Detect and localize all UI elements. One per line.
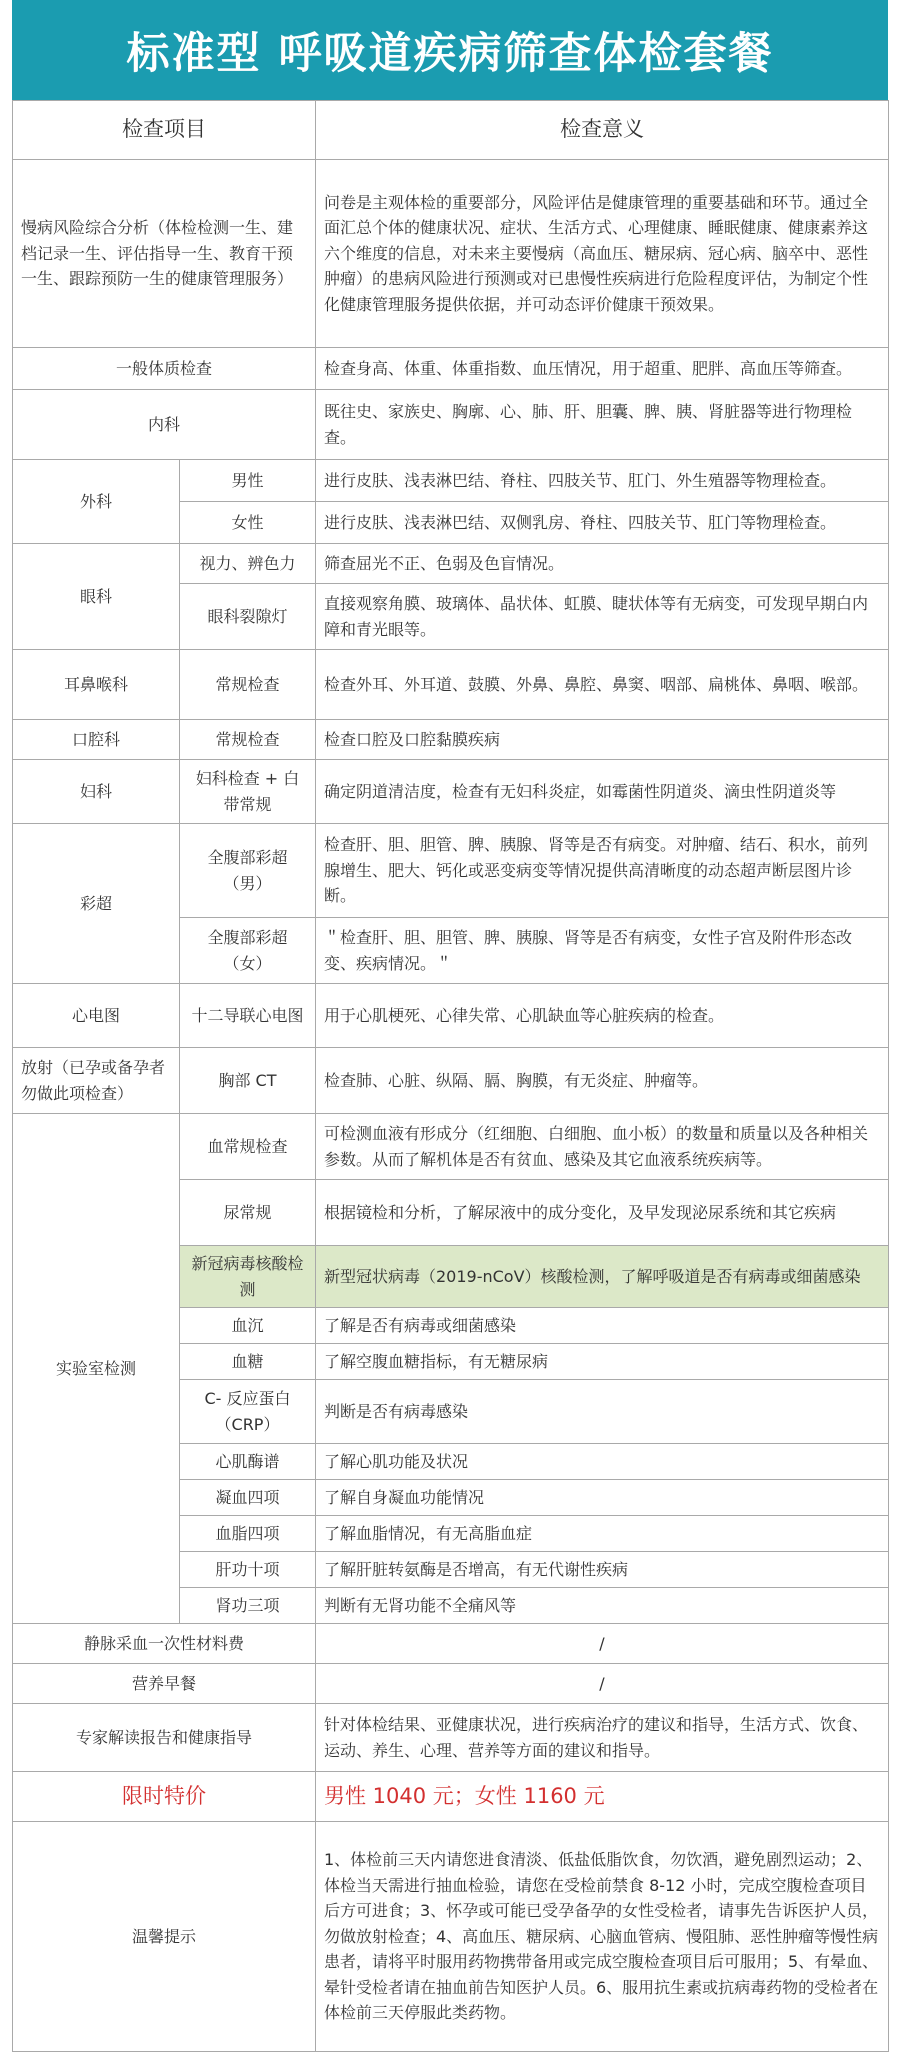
subitem-cell: 肝功十项: [180, 1552, 316, 1588]
table-row: [13, 1114, 889, 1180]
subitem-cell: 常规检查: [180, 720, 316, 760]
category-cell: 眼科: [13, 544, 180, 650]
table-row: [13, 720, 889, 760]
desc-cell: 了解肝脏转氨酶是否增高，有无代谢性疾病: [316, 1552, 889, 1588]
desc-cell: 直接观察角膜、玻璃体、晶状体、虹膜、睫状体等有无病变，可发现早期白内障和青光眼等。: [316, 584, 889, 650]
subitem-cell: 尿常规: [180, 1180, 316, 1246]
desc-cell: ＂检查肝、胆、胆管、脾、胰腺、肾等是否有病变，女性子宫及附件形态改变、疾病情况。＂: [316, 918, 889, 984]
table-row: [13, 650, 889, 720]
subitem-cell: 凝血四项: [180, 1480, 316, 1516]
desc-cell: 既往史、家族史、胸廓、心、肺、肝、胆囊、脾、胰、肾脏器等进行物理检查。: [316, 390, 889, 460]
tips-label: 温馨提示: [13, 1822, 316, 2052]
desc-cell: 检查肝、胆、胆管、脾、胰腺、肾等是否有病变。对肿瘤、结石、积水，前列腺增生、肥大、钙化或恶变病变等情况提供高清晰度的动态超声断层图片诊断。: [316, 824, 889, 918]
category-cell: 彩超: [13, 824, 180, 984]
subitem-cell: 胸部 CT: [180, 1048, 316, 1114]
desc-cell: 了解是否有病毒或细菌感染: [316, 1308, 889, 1344]
desc-cell: 了解自身凝血功能情况: [316, 1480, 889, 1516]
table-row: [13, 824, 889, 918]
category-cell: 口腔科: [13, 720, 180, 760]
subitem-cell: 全腹部彩超（女）: [180, 918, 316, 984]
subitem-cell: 肾功三项: [180, 1588, 316, 1624]
item-cell: 静脉采血一次性材料费: [13, 1624, 316, 1664]
subitem-cell: 妇科检查 + 白带常规: [180, 760, 316, 824]
subitem-cell: 血常规检查: [180, 1114, 316, 1180]
table-row: [13, 390, 889, 460]
subitem-cell: C- 反应蛋白（CRP）: [180, 1380, 316, 1444]
subitem-cell: 十二导联心电图: [180, 984, 316, 1048]
desc-cell: 检查口腔及口腔黏膜疾病: [316, 720, 889, 760]
subitem-cell: 视力、辨色力: [180, 544, 316, 584]
desc-cell: 针对体检结果、亚健康状况，进行疾病治疗的建议和指导，生活方式、饮食、运动、养生、心理、营养等方面的建议和指导。: [316, 1704, 889, 1772]
desc-cell: 判断有无肾功能不全痛风等: [316, 1588, 889, 1624]
desc-cell: 检查肺、心脏、纵隔、膈、胸膜，有无炎症、肿瘤等。: [316, 1048, 889, 1114]
subitem-cell: 血沉: [180, 1308, 316, 1344]
table-header-row: [13, 101, 889, 160]
table-row: [13, 1048, 889, 1114]
table-row: [13, 1624, 889, 1664]
desc-cell: 了解空腹血糖指标，有无糖尿病: [316, 1344, 889, 1380]
price-row: [13, 1772, 889, 1822]
table-row: [13, 460, 889, 502]
desc-cell: 了解心肌功能及状况: [316, 1444, 889, 1480]
category-cell: 心电图: [13, 984, 180, 1048]
item-cell: 慢病风险综合分析（体检检测一生、建档记录一生、评估指导一生、教育干预一生、跟踪预防一生的健康管理服务）: [13, 160, 316, 348]
item-cell: 专家解读报告和健康指导: [13, 1704, 316, 1772]
checkup-table: [12, 100, 889, 2052]
desc-cell: /: [316, 1624, 889, 1664]
desc-cell: 可检测血液有形成分（红细胞、白细胞、血小板）的数量和质量以及各种相关参数。从而了解机体是否有贫血、感染及其它血液系统疾病等。: [316, 1114, 889, 1180]
price-label: 限时特价: [13, 1772, 316, 1822]
desc-cell: 进行皮肤、浅表淋巴结、双侧乳房、脊柱、四肢关节、肛门等物理检查。: [316, 502, 889, 544]
subitem-cell: 血脂四项: [180, 1516, 316, 1552]
table-row: [13, 348, 889, 390]
desc-cell: 判断是否有病毒感染: [316, 1380, 889, 1444]
subitem-cell: 眼科裂隙灯: [180, 584, 316, 650]
subitem-cell: 全腹部彩超（男）: [180, 824, 316, 918]
desc-cell: 根据镜检和分析，了解尿液中的成分变化，及早发现泌尿系统和其它疾病: [316, 1180, 889, 1246]
header-meaning: 检查意义: [316, 101, 889, 160]
desc-cell: /: [316, 1664, 889, 1704]
item-cell: 营养早餐: [13, 1664, 316, 1704]
subitem-cell: 心肌酶谱: [180, 1444, 316, 1480]
page-title: 标准型 呼吸道疾病筛查体检套餐: [12, 0, 888, 100]
item-cell: 内科: [13, 390, 316, 460]
subitem-cell: 血糖: [180, 1344, 316, 1380]
table-row: [13, 760, 889, 824]
category-cell: 耳鼻喉科: [13, 650, 180, 720]
subitem-cell: 常规检查: [180, 650, 316, 720]
table-row: [13, 984, 889, 1048]
desc-cell: 进行皮肤、浅表淋巴结、脊柱、四肢关节、肛门、外生殖器等物理检查。: [316, 460, 889, 502]
table-row: [13, 1704, 889, 1772]
category-cell: 实验室检测: [13, 1114, 180, 1624]
desc-cell: 新型冠状病毒（2019-nCoV）核酸检测，了解呼吸道是否有病毒或细菌感染: [316, 1246, 889, 1308]
desc-cell: 筛查屈光不正、色弱及色盲情况。: [316, 544, 889, 584]
table-row: [13, 1822, 889, 2052]
desc-cell: 检查身高、体重、体重指数、血压情况，用于超重、肥胖、高血压等筛查。: [316, 348, 889, 390]
desc-cell: 确定阴道清洁度，检查有无妇科炎症，如霉菌性阴道炎、滴虫性阴道炎等: [316, 760, 889, 824]
category-cell: 妇科: [13, 760, 180, 824]
desc-cell: 问卷是主观体检的重要部分，风险评估是健康管理的重要基础和环节。通过全面汇总个体的健康状况、症状、生活方式、心理健康、睡眠健康、健康素养这六个维度的信息，对未来主要慢病（高血压、糖尿病、冠心病、脑卒中、恶性肿瘤）的患病风险进行预测或对已患慢性疾病进行危险程度评估，为制定个性化健康管理服务提供依据，并可动态评价健康干预效果。: [316, 160, 889, 348]
table-row: [13, 1664, 889, 1704]
table-row: [13, 544, 889, 584]
desc-cell: 用于心肌梗死、心律失常、心肌缺血等心脏疾病的检查。: [316, 984, 889, 1048]
table-row: [13, 160, 889, 348]
category-cell: 外科: [13, 460, 180, 544]
subitem-cell: 男性: [180, 460, 316, 502]
header-item: 检查项目: [13, 101, 316, 160]
item-cell: 一般体质检查: [13, 348, 316, 390]
desc-cell: 检查外耳、外耳道、鼓膜、外鼻、鼻腔、鼻窦、咽部、扁桃体、鼻咽、喉部。: [316, 650, 889, 720]
tips-text: 1、体检前三天内请您进食清淡、低盐低脂饮食，勿饮酒，避免剧烈运动；2、体检当天需进行抽血检验，请您在受检前禁食 8-12 小时，完成空腹检查项目后方可进食；3、怀孕或可能已受孕备孕的女性受检者，请事先告诉医护人员，勿做放射检查；4、高血压、糖尿病、心脑血管病、慢阻肺、恶性肿瘤等慢性病患者，请将平时服用药物携带备用或完成空腹检查项目后可服用；5、有晕血、晕针受检者请在抽血前告知医护人员。6、服用抗生素或抗病毒药物的受检者在体检前三天停服此类药物。: [316, 1822, 889, 2052]
subitem-cell: 女性: [180, 502, 316, 544]
price-value: 男性 1040 元；女性 1160 元: [316, 1772, 889, 1822]
category-cell: 放射（已孕或备孕者勿做此项检查）: [13, 1048, 180, 1114]
desc-cell: 了解血脂情况，有无高脂血症: [316, 1516, 889, 1552]
subitem-cell: 新冠病毒核酸检测: [180, 1246, 316, 1308]
